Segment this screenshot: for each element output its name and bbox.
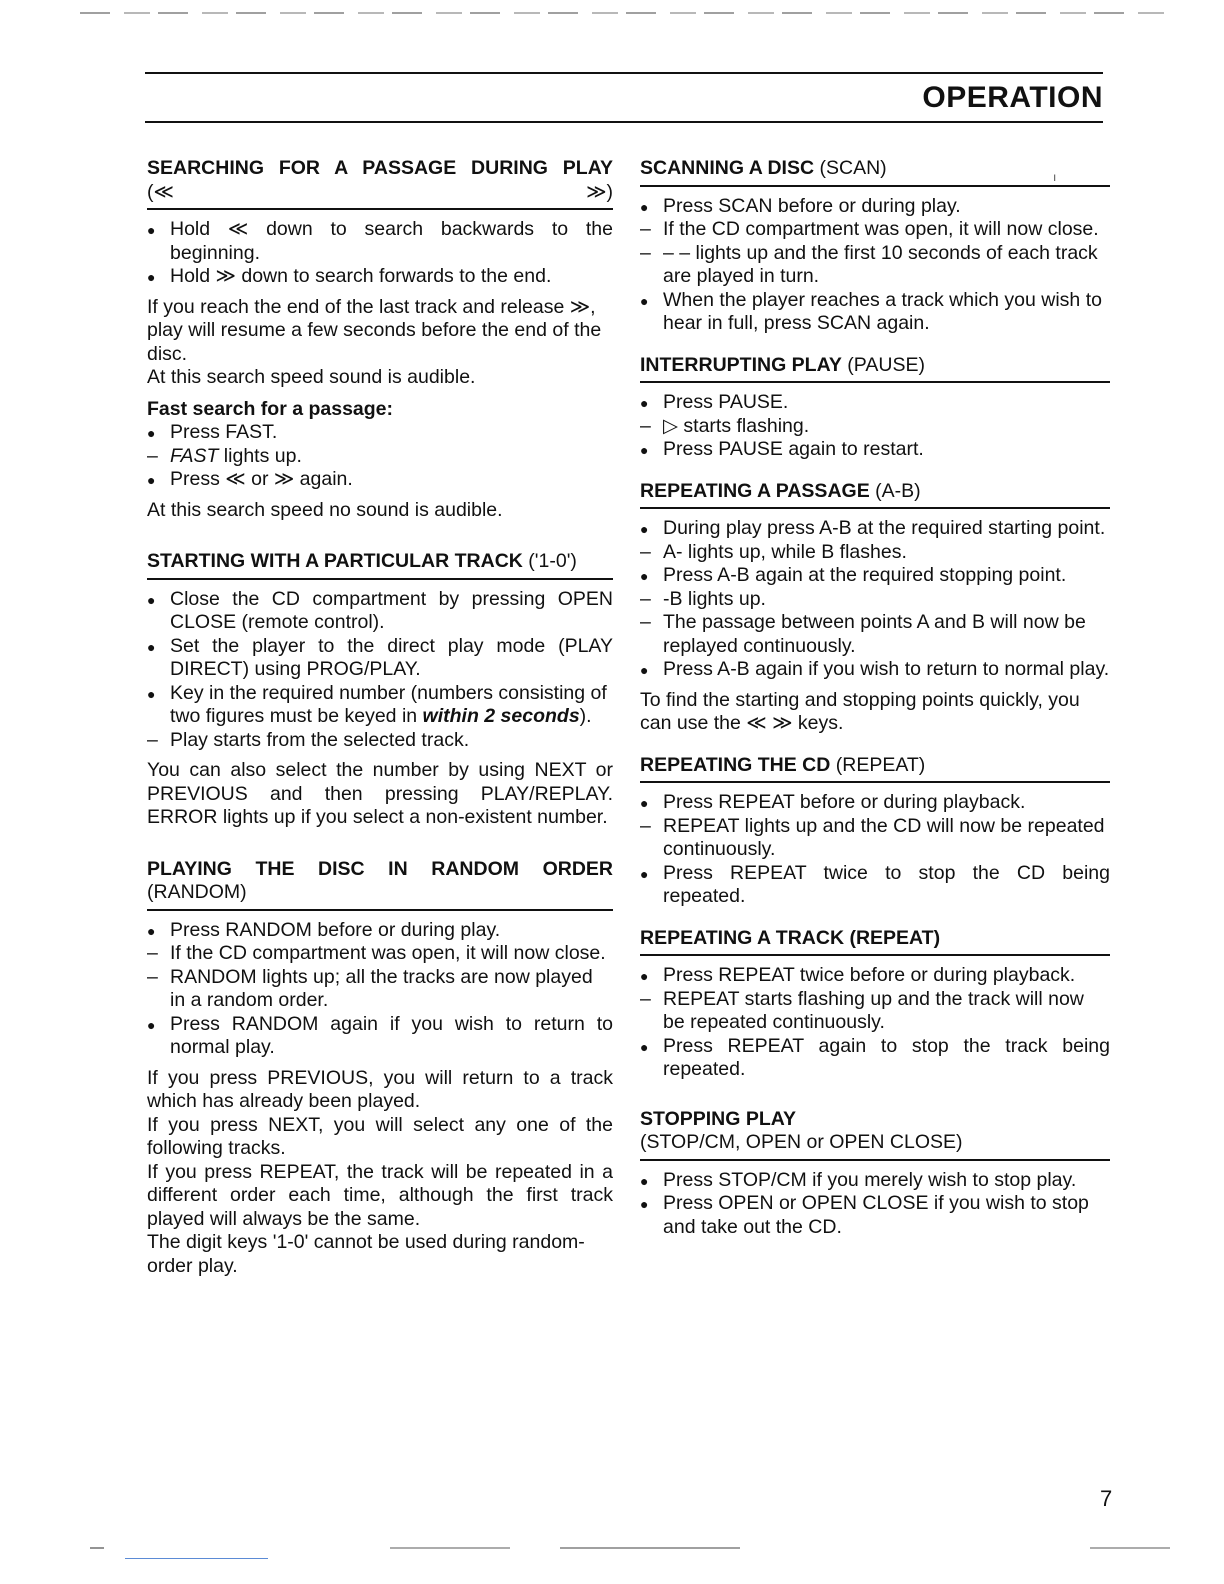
heading-text: SEARCHING FOR A PASSAGE DURING PLAY: [147, 157, 613, 179]
list-item: – -B lights up.: [640, 588, 1110, 612]
list-item: ● Press RANDOM again if you wish to return to normal play.: [147, 1013, 613, 1060]
list-item: – FAST lights up.: [147, 445, 613, 469]
heading-text: INTERRUPTING PLAY: [640, 353, 842, 376]
heading-keys: (A-B): [869, 479, 921, 502]
list-item: – If the CD compartment was open, it will now close.: [640, 218, 1110, 242]
heading-text: REPEATING A TRACK (REPEAT): [640, 926, 941, 949]
paragraph: If you reach the end of the last track and release ≫, play will resume a few seconds before the end of the disc.: [147, 295, 602, 365]
list-item: – ▷ starts flashing.: [640, 415, 1110, 439]
scan-artifact-blue-line: [125, 1558, 268, 1559]
list-item: – If the CD compartment was open, it will now close.: [147, 942, 613, 966]
left-column: [147, 157, 613, 1296]
section-searching: [147, 157, 613, 522]
list-item: ● Press A-B again if you wish to return to normal play.: [640, 658, 1110, 682]
heading-text: REPEATING A PASSAGE: [640, 479, 870, 502]
heading-text: STOPPING PLAY: [640, 1107, 797, 1130]
list-item: ● Press STOP/CM if you merely wish to stop play.: [640, 1169, 1110, 1193]
list-item: ● Press A-B again at the required stopping point.: [640, 564, 1110, 588]
paragraph: To find the starting and stopping points quickly, you can use the ≪ ≫ keys.: [640, 688, 1080, 734]
right-column: [640, 157, 1110, 1257]
heading-keys: ('1-0'): [522, 550, 577, 572]
section-heading: [640, 157, 1110, 187]
list-item: – RANDOM lights up; all the tracks are now played in a random order.: [147, 966, 613, 1013]
list-item: ● Press REPEAT twice to stop the CD being repeated.: [640, 862, 1110, 909]
heading-keys: (≪ ≫): [147, 180, 613, 203]
list-item: – REPEAT starts flashing up and the track will now be repeated continuously.: [640, 988, 1110, 1035]
list-item: ● Press REPEAT twice before or during playback.: [640, 964, 1110, 988]
section-heading: [147, 550, 613, 580]
header-rule-top: [145, 72, 1103, 74]
heading-text: REPEATING THE CD: [640, 753, 831, 776]
heading-keys: (STOP/CM, OPEN or OPEN CLOSE): [640, 1131, 963, 1153]
heading-keys: (REPEAT): [830, 753, 926, 776]
list-item: ● Close the CD compartment by pressing OPEN CLOSE (remote control).: [147, 588, 613, 635]
scan-artifact-top: [80, 12, 1170, 14]
section-scanning: [640, 157, 1110, 336]
section-starting-track: [147, 550, 613, 830]
section-repeat-track: [640, 927, 1110, 1082]
section-heading: [640, 927, 1110, 957]
paragraph: If you press REPEAT, the track will be repeated in a different order each time, although the first track played will always be the same.: [147, 1160, 613, 1230]
list-item: ● Hold ≪ down to search backwards to the beginning.: [147, 218, 613, 265]
paragraph: At this search speed no sound is audible.: [147, 498, 503, 521]
list-item: ● Press PAUSE.: [640, 391, 1110, 415]
list-item: ● Key in the required number (numbers consisting of two figures must be keyed in within 2 seconds).: [147, 682, 613, 729]
heading-text: PLAYING THE DISC IN RANDOM ORDER: [147, 857, 613, 880]
list-item: ● Press REPEAT before or during playback.: [640, 791, 1110, 815]
page-number: 7: [1100, 1486, 1113, 1511]
list-item: – – – lights up and the first 10 seconds of each track are played in turn.: [640, 242, 1110, 289]
list-item: – A- lights up, while B flashes.: [640, 541, 1110, 565]
heading-keys: (RANDOM): [147, 881, 247, 903]
section-stopping: [640, 1108, 1110, 1240]
section-heading: [640, 480, 1110, 510]
list-item: ● When the player reaches a track which you wish to hear in full, press SCAN again.: [640, 289, 1110, 336]
scan-speck: ı: [1053, 170, 1057, 184]
section-random: [147, 858, 613, 1279]
list-item: – REPEAT lights up and the CD will now be repeated continuously.: [640, 815, 1110, 862]
paragraph: At this search speed sound is audible.: [147, 366, 476, 388]
section-heading: [147, 157, 613, 210]
section-heading: [640, 1108, 1110, 1161]
list-item: ● Press ≪ or ≫ again.: [147, 468, 613, 492]
list-item: ● Press OPEN or OPEN CLOSE if you wish to stop and take out the CD.: [640, 1192, 1110, 1239]
paragraph: You can also select the number by using NEXT or PREVIOUS and then pressing PLAY/REPLAY. ERROR lights up if you select a non-existent number.: [147, 759, 613, 828]
section-repeat-cd: [640, 754, 1110, 909]
paragraph: If you press PREVIOUS, you will return to a track which has already been played.: [147, 1066, 613, 1112]
section-heading: [640, 354, 1110, 384]
section-pause: [640, 354, 1110, 462]
heading-keys: (PAUSE): [841, 353, 925, 376]
list-item: ● Press RANDOM before or during play.: [147, 919, 613, 943]
list-item: – The passage between points A and B will now be replayed continuously.: [640, 611, 1110, 658]
list-item: ● Press FAST.: [147, 421, 613, 445]
paragraph: If you press NEXT, you will select any one of the following tracks.: [147, 1113, 613, 1159]
heading-text: STARTING WITH A PARTICULAR TRACK: [147, 550, 523, 572]
header-rule-bottom: [145, 121, 1103, 123]
section-heading: [640, 754, 1110, 784]
list-item: ● Press SCAN before or during play.: [640, 195, 1110, 219]
list-item: – Play starts from the selected track.: [147, 729, 613, 753]
subheading-fast-search: Fast search for a passage:: [147, 397, 394, 420]
page-title: OPERATION: [922, 81, 1103, 114]
heading-text: SCANNING A DISC: [640, 157, 815, 179]
list-item: ● Set the player to the direct play mode (PLAY DIRECT) using PROG/PLAY.: [147, 635, 613, 682]
section-repeat-passage: [640, 480, 1110, 736]
scan-artifact-bottom: [90, 1547, 1170, 1549]
list-item: ● Press REPEAT again to stop the track being repeated.: [640, 1035, 1110, 1082]
heading-keys: (SCAN): [814, 157, 887, 179]
list-item: ● During play press A-B at the required starting point.: [640, 517, 1110, 541]
list-item: ● Hold ≫ down to search forwards to the end.: [147, 265, 613, 289]
paragraph: The digit keys '1-0' cannot be used during random-order play.: [147, 1231, 585, 1277]
section-heading: [147, 858, 613, 911]
list-item: ● Press PAUSE again to restart.: [640, 438, 1110, 462]
